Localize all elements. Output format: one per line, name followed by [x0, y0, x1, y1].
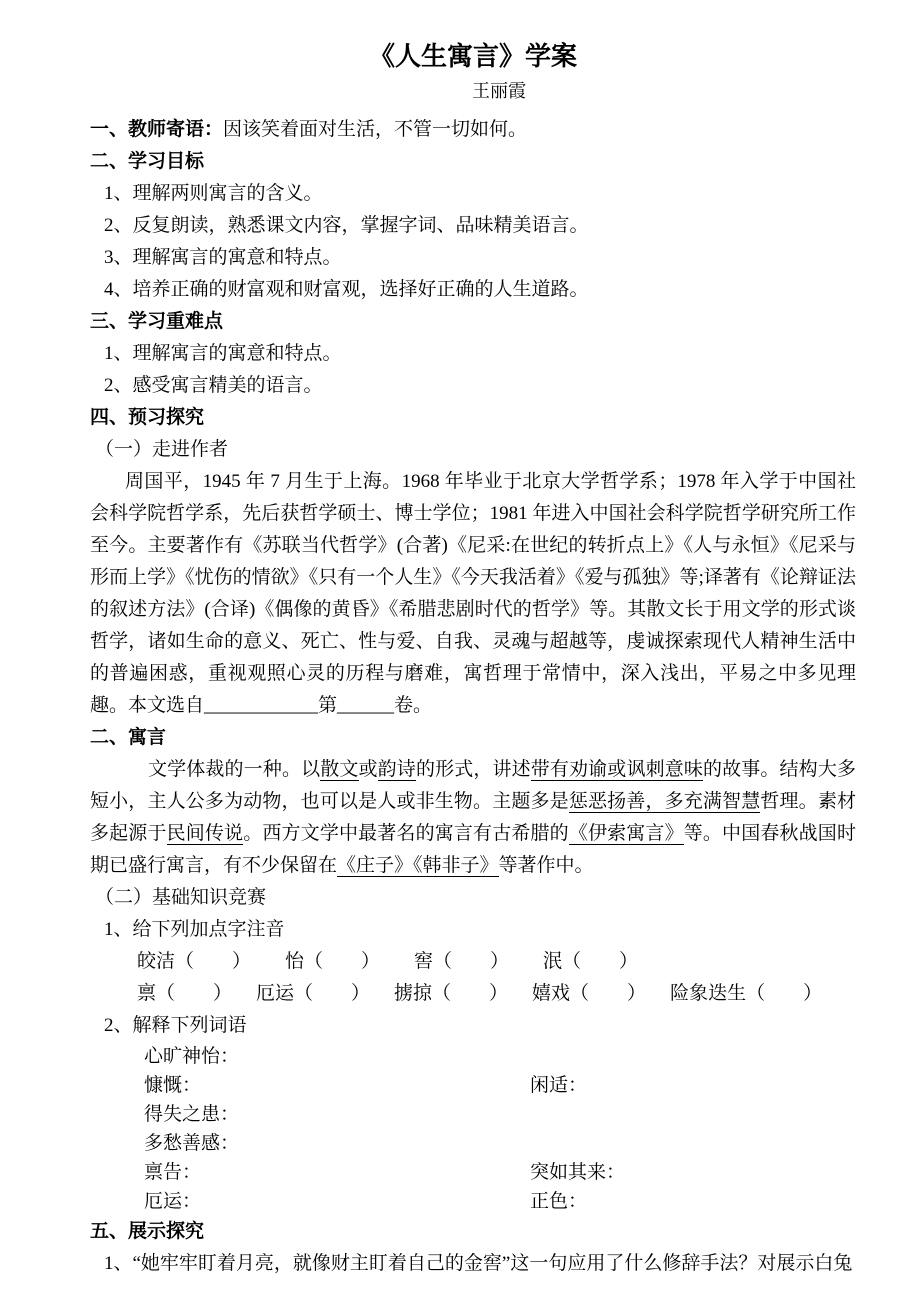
key-point-item-2: 2、感受寓言精美的语言。: [104, 375, 323, 396]
pinyin-blank: 怡（ ）: [285, 951, 381, 972]
author-name: 王丽霞: [472, 81, 526, 101]
pinyin-blank: 禀（ ）: [137, 983, 233, 1004]
goal-item-2: 2、反复朗读，熟悉课文内容，掌握字词、品味精美语言。: [104, 215, 589, 236]
pinyin-blank: 厄运（ ）: [256, 983, 371, 1004]
explain-term-right: 闲适：: [530, 1075, 588, 1096]
fable-seg: 等著作中。: [498, 855, 594, 876]
page-title: 《人生寓言》学案: [368, 42, 577, 71]
explain-term-left: 心旷神怡：: [144, 1046, 240, 1067]
fable-seg-underlined: 带有劝谕或讽刺意味: [530, 759, 703, 780]
fable-seg-underlined: 《庄子》《韩非子》: [337, 855, 499, 876]
fable-seg: 文学体裁的一种。以: [148, 759, 321, 780]
explain-term-left: 多愁善感：: [144, 1133, 240, 1154]
section-heading-goals: 二、学习目标: [90, 151, 205, 172]
teacher-message-line: [90, 114, 856, 146]
pinyin-blank: 皎洁（ ）: [137, 951, 252, 972]
goal-item-1: 1、理解两则寓言的含义。: [104, 183, 323, 204]
subsection-basic-knowledge: （二）基础知识竞赛: [95, 887, 267, 908]
section-heading-key-points: 三、学习重难点: [90, 311, 224, 332]
goal-item-4: 4、培养正确的财富观和财富观，选择好正确的人生道路。: [104, 279, 589, 300]
section-heading-preview: 四、预习探究: [90, 407, 205, 428]
fable-seg-underlined: 《伊索寓言》: [568, 823, 684, 844]
pinyin-blank: 险象迭生（ ）: [670, 983, 823, 1004]
fable-seg: 哲理。素材多起源于: [90, 791, 856, 844]
explain-term-left: 禀告：: [144, 1162, 202, 1183]
explain-term-left: 慷慨：: [144, 1075, 202, 1096]
fable-seg-underlined: 韵诗: [377, 759, 416, 780]
fable-seg-underlined: 民间传说: [166, 823, 244, 844]
explain-row: [144, 1158, 856, 1187]
teacher-message-label: 一、教师寄语：: [90, 119, 224, 140]
pinyin-blank: 掳掠（ ）: [394, 983, 509, 1004]
explain-term-left: 得失之患：: [144, 1104, 240, 1125]
pinyin-row-1: [137, 946, 856, 978]
explain-term-right: 突如其来：: [530, 1162, 626, 1183]
subsection-author-intro: （一）走进作者: [95, 439, 229, 460]
key-point-item-1: 1、理解寓言的寓意和特点。: [104, 343, 342, 364]
discussion-question-1: 1、“她牢牢盯着月亮，就像财主盯着自己的金窖”这一句应用了什么修辞手法？对展示白兔: [104, 1253, 853, 1274]
pinyin-blank: 嬉戏（ ）: [532, 983, 647, 1004]
teacher-message-text: 因该笑着面对生活，不管一切如何。: [223, 119, 528, 140]
pinyin-prompt: 1、给下列加点字注音: [104, 919, 285, 940]
section-heading-fable: 二、寓言: [90, 727, 167, 748]
fable-seg: 或: [358, 759, 378, 780]
explain-term-right: 正色：: [530, 1191, 588, 1212]
pinyin-blank: 泯（ ）: [543, 951, 639, 972]
explain-row: [144, 1100, 856, 1129]
explain-prompt: 2、解释下列词语: [104, 1015, 247, 1036]
explain-row: [144, 1187, 856, 1216]
explain-row: [144, 1129, 856, 1158]
fable-seg: 等。中国春秋战国时期已盛行寓言，有不少保留在: [90, 823, 856, 876]
fable-seg: 。西方文学中最著名的寓言有古希腊的: [243, 823, 569, 844]
section-heading-discussion: 五、展示探究: [90, 1221, 205, 1242]
fable-definition-paragraph: [90, 754, 856, 882]
pinyin-blank: 窖（ ）: [414, 951, 510, 972]
goal-item-3: 3、理解寓言的寓意和特点。: [104, 247, 342, 268]
explain-row: [144, 1071, 856, 1100]
fable-seg: 的故事。结构大多短小，主人公多为动物，也可以是人或非生物。主题多是: [90, 759, 856, 812]
author-bio-paragraph: 周国平，1945 年 7 月生于上海。1968 年毕业于北京大学哲学系；1978 年入学于中国社会科学院哲学系，先后获哲学硕士、博士学位；1981 年进入中国社会科学院哲学研究所工作至今。主要著作有《苏联当代哲学》(合著)《尼采:在世纪的转折点上》《人与永恒》《尼采与形而上学》《忧伤的情欲》《只有一个人生》《今天我活着》《爱与孤独》等;译著有《论辩证法的叙述方法》(合译)《偶像的黄昏》《希腊悲剧时代的哲学》等。其散文长于用文学的形式谈哲学，诸如生命的意义、死亡、性与爱、自我、灵魂与超越等，虔诚探索现代人精神生活中的普遍困惑，重视观照心灵的历程与磨难，寓哲理于常情中，深入浅出，平易之中多见理趣。本文选自____________第______卷。: [90, 471, 856, 716]
fable-seg-underlined: 散文: [320, 759, 359, 780]
pinyin-row-2: [137, 978, 856, 1010]
explain-row: [144, 1042, 856, 1071]
fable-seg-underlined: 惩恶扬善，多充满智慧: [568, 791, 761, 812]
explain-term-left: 厄运：: [144, 1191, 202, 1212]
fable-seg: 的形式，讲述: [415, 759, 531, 780]
